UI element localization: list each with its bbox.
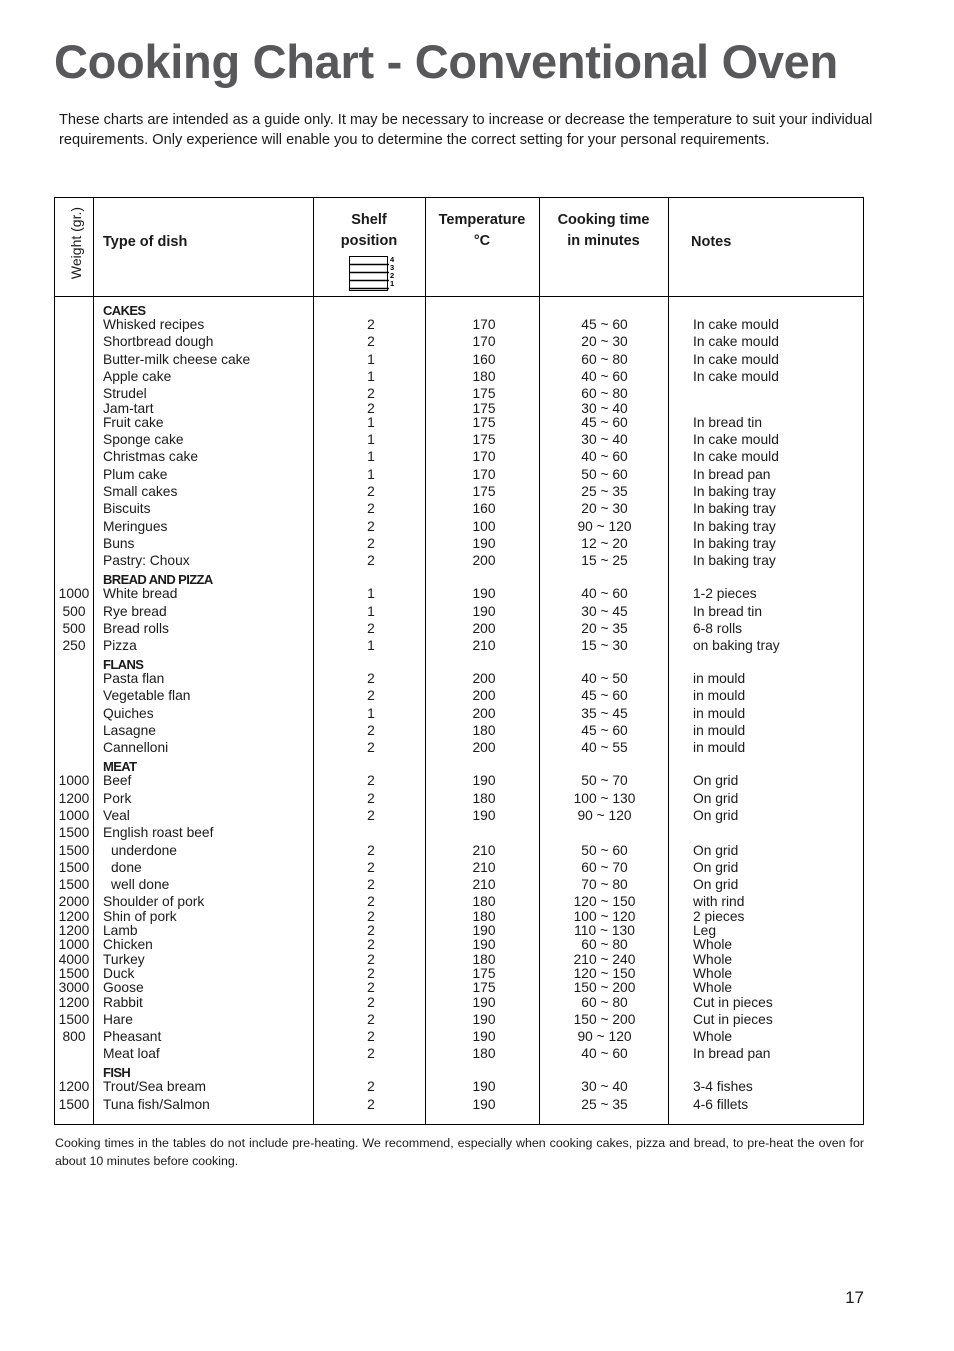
row-cooking-time: 60 ~ 80 <box>581 351 628 367</box>
row-shelf-position: 2 <box>367 790 375 806</box>
row-temperature: 170 <box>472 466 496 482</box>
row-weight: 2000 <box>58 894 90 910</box>
row-temperature: 190 <box>472 994 496 1010</box>
row-cooking-time: 15 ~ 30 <box>581 638 628 654</box>
row-temperature: 190 <box>472 807 496 823</box>
row-dish: Biscuits <box>103 501 151 517</box>
row-weight: 1000 <box>58 586 90 602</box>
row-dish: Butter-milk cheese cake <box>103 351 251 367</box>
row-cooking-time: 50 ~ 60 <box>581 842 628 858</box>
row-shelf-position: 2 <box>367 501 375 517</box>
row-cooking-time: 110 ~ 130 <box>574 923 635 938</box>
row-weight: 1200 <box>58 923 90 938</box>
row-cooking-time: 60 ~ 80 <box>581 937 628 953</box>
column-divider <box>93 198 94 1124</box>
row-cooking-time: 25 ~ 35 <box>581 484 628 499</box>
row-shelf-position: 1 <box>367 638 375 654</box>
row-shelf-position: 2 <box>367 535 375 551</box>
row-shelf-position: 2 <box>367 723 375 738</box>
row-cooking-time: 12 ~ 20 <box>581 535 628 551</box>
row-dish: Bread rolls <box>103 620 169 636</box>
row-shelf-position: 2 <box>367 951 375 967</box>
row-notes: Cut in pieces <box>693 1011 773 1027</box>
row-dish: done <box>111 859 142 875</box>
section-heading: BREAD AND PIZZA <box>103 572 213 588</box>
row-cooking-time: 45 ~ 60 <box>581 688 628 704</box>
row-notes: In baking tray <box>693 518 776 534</box>
row-notes: In baking tray <box>693 501 776 517</box>
header-temperature <box>425 210 539 252</box>
row-cooking-time: 100 ~ 130 <box>573 790 636 806</box>
row-dish: Beef <box>103 773 132 789</box>
row-temperature: 210 <box>472 638 496 654</box>
row-notes: In cake mould <box>693 449 779 465</box>
row-dish: Plum cake <box>103 466 168 482</box>
row-cooking-time: 60 ~ 80 <box>581 386 628 402</box>
shelf-level-3: 3 <box>390 263 395 272</box>
row-weight: 1500 <box>58 1096 90 1112</box>
row-notes: In cake mould <box>693 432 779 448</box>
row-dish: Whisked recipes <box>103 317 205 332</box>
row-cooking-time: 150 ~ 200 <box>573 1011 636 1027</box>
row-notes: Whole <box>693 951 733 967</box>
row-notes: Whole <box>693 980 733 996</box>
row-shelf-position: 2 <box>367 994 375 1010</box>
row-temperature: 180 <box>472 894 496 910</box>
row-dish: English roast beef <box>103 825 214 841</box>
row-cooking-time: 20 ~ 35 <box>581 620 628 636</box>
row-notes: Whole <box>693 965 733 981</box>
row-notes: In bread tin <box>693 603 763 619</box>
row-notes: 3-4 fishes <box>693 1079 753 1095</box>
row-temperature: 160 <box>472 351 496 367</box>
row-weight: 1500 <box>58 825 90 841</box>
row-dish: Jam-tart <box>103 400 154 416</box>
row-cooking-time: 25 ~ 35 <box>581 1096 628 1112</box>
shelf-level-4: 4 <box>390 256 395 264</box>
header-time-line2: in minutes <box>567 233 640 249</box>
row-dish: Strudel <box>103 386 147 402</box>
row-shelf-position: 1 <box>367 586 375 602</box>
intro-paragraph: These charts are intended as a guide only. It may be necessary to increase or decrease the temperature to suit your individual requirements. Only experience will enable you to determine the correct setting for your personal requirements. <box>59 112 873 148</box>
row-temperature: 175 <box>472 432 496 448</box>
row-temperature: 180 <box>472 790 496 806</box>
row-cooking-time: 40 ~ 55 <box>581 740 628 756</box>
row-notes: In baking tray <box>693 484 776 499</box>
row-temperature: 190 <box>472 535 496 551</box>
column-divider <box>313 198 314 1124</box>
row-temperature: 100 <box>472 518 496 534</box>
header-time-line1: Cooking time <box>557 212 650 228</box>
header-notes: Notes <box>691 234 732 250</box>
row-weight: 1200 <box>58 994 90 1010</box>
row-shelf-position: 1 <box>367 449 375 465</box>
row-dish: Buns <box>103 535 135 551</box>
row-cooking-time: 40 ~ 60 <box>581 449 628 465</box>
row-weight: 500 <box>62 620 86 636</box>
row-dish: Cannelloni <box>103 740 169 756</box>
header-temperature-line2: °C <box>473 233 491 249</box>
row-notes: In baking tray <box>693 553 776 569</box>
row-notes: On grid <box>693 859 739 875</box>
row-cooking-time: 40 ~ 60 <box>581 586 628 602</box>
row-notes: in mould <box>693 671 746 687</box>
row-weight: 1200 <box>58 790 90 806</box>
row-cooking-time: 90 ~ 120 <box>577 1029 632 1045</box>
row-temperature: 190 <box>472 603 496 619</box>
row-weight: 1500 <box>58 965 90 981</box>
row-cooking-time: 120 ~ 150 <box>573 894 636 910</box>
row-dish: Pizza <box>103 638 137 654</box>
section-heading: FLANS <box>103 657 144 673</box>
row-notes: On grid <box>693 773 739 789</box>
header-shelf <box>313 210 425 252</box>
row-cooking-time: 90 ~ 120 <box>577 807 632 823</box>
section-heading: CAKES <box>103 303 146 318</box>
row-temperature: 180 <box>472 908 496 924</box>
row-dish: Christmas cake <box>103 449 199 465</box>
row-dish: Duck <box>103 965 135 981</box>
row-shelf-position: 2 <box>367 807 375 823</box>
row-notes: 6-8 rolls <box>693 620 743 636</box>
row-weight: 500 <box>62 603 86 619</box>
row-shelf-position: 2 <box>367 894 375 910</box>
row-cooking-time: 15 ~ 25 <box>581 553 628 569</box>
row-notes: In baking tray <box>693 535 776 551</box>
row-weight: 1000 <box>58 937 90 953</box>
row-shelf-position: 2 <box>367 937 375 953</box>
row-shelf-position: 2 <box>367 620 375 636</box>
row-temperature: 175 <box>472 400 496 416</box>
row-dish: Small cakes <box>103 484 178 499</box>
row-weight: 1500 <box>58 877 90 893</box>
row-shelf-position: 2 <box>367 386 375 402</box>
row-cooking-time: 40 ~ 60 <box>581 1046 628 1062</box>
row-notes: on baking tray <box>693 638 780 654</box>
page-number: 17 <box>845 1288 864 1307</box>
row-dish: Vegetable flan <box>103 688 191 704</box>
row-temperature: 160 <box>472 501 496 517</box>
row-notes: On grid <box>693 807 739 823</box>
row-dish: Tuna fish/Salmon <box>103 1096 210 1112</box>
row-shelf-position: 1 <box>367 351 375 367</box>
row-dish: Veal <box>103 807 130 823</box>
row-temperature: 190 <box>472 773 496 789</box>
row-weight: 800 <box>62 1029 86 1045</box>
row-temperature: 200 <box>472 740 496 756</box>
row-dish: Quiches <box>103 705 154 721</box>
header-weight: Weight (gr.) <box>68 206 84 280</box>
row-temperature: 200 <box>472 705 496 721</box>
section-heading: MEAT <box>103 759 137 775</box>
row-shelf-position: 2 <box>367 1011 375 1027</box>
row-shelf-position: 2 <box>367 1029 375 1045</box>
row-notes: 1-2 pieces <box>693 586 757 602</box>
row-dish: White bread <box>103 586 178 602</box>
row-notes: in mould <box>693 723 746 738</box>
row-shelf-position: 2 <box>367 965 375 981</box>
shelf-level-2: 2 <box>390 271 395 280</box>
footnote: Cooking times in the tables do not include pre-heating. We recommend, especially when cooking cakes, pizza and bread, to pre-heat the oven for about 10 minutes before cooking. <box>55 1136 864 1168</box>
row-dish: Pork <box>103 790 132 806</box>
row-shelf-position: 2 <box>367 484 375 499</box>
row-dish: Lasagne <box>103 723 156 738</box>
row-shelf-position: 2 <box>367 671 375 687</box>
row-cooking-time: 60 ~ 80 <box>581 994 628 1010</box>
row-notes: 4-6 fillets <box>693 1096 749 1112</box>
row-shelf-position: 2 <box>367 688 375 704</box>
row-shelf-position: 2 <box>367 1096 375 1112</box>
row-shelf-position: 1 <box>367 705 375 721</box>
row-cooking-time: 210 ~ 240 <box>573 951 636 967</box>
row-temperature: 200 <box>472 553 496 569</box>
header-cooking-time <box>539 210 668 252</box>
cooking-chart-table <box>54 197 864 1125</box>
row-temperature: 175 <box>472 414 496 430</box>
row-weight: 4000 <box>58 951 90 967</box>
row-dish: Rye bread <box>103 603 167 619</box>
row-dish: Trout/Sea bream <box>103 1079 207 1095</box>
row-dish: Sponge cake <box>103 432 184 448</box>
row-dish: Shin of pork <box>103 908 177 924</box>
row-temperature: 210 <box>472 859 496 875</box>
row-temperature: 190 <box>472 937 496 953</box>
row-notes: in mould <box>693 688 746 704</box>
row-temperature: 190 <box>472 586 496 602</box>
row-weight: 1200 <box>58 908 90 924</box>
header-shelf-line1: Shelf <box>351 212 387 228</box>
row-temperature: 200 <box>472 620 496 636</box>
shelf-level-1: 1 <box>390 279 395 288</box>
header-dish: Type of dish <box>103 234 188 250</box>
row-weight: 3000 <box>58 980 90 996</box>
row-cooking-time: 60 ~ 70 <box>581 859 628 875</box>
row-dish: Hare <box>103 1011 133 1027</box>
row-temperature: 210 <box>472 842 496 858</box>
row-cooking-time: 100 ~ 120 <box>573 908 636 924</box>
row-cooking-time: 35 ~ 45 <box>581 705 628 721</box>
row-temperature: 200 <box>472 671 496 687</box>
row-temperature: 170 <box>472 334 496 350</box>
row-temperature: 200 <box>472 688 496 704</box>
row-notes: In cake mould <box>693 334 779 350</box>
row-cooking-time: 50 ~ 70 <box>581 773 628 789</box>
row-temperature: 175 <box>472 386 496 402</box>
row-shelf-position: 2 <box>367 877 375 893</box>
row-cooking-time: 150 ~ 200 <box>573 980 636 996</box>
row-cooking-time: 45 ~ 60 <box>581 414 628 430</box>
row-shelf-position: 2 <box>367 400 375 416</box>
row-temperature: 180 <box>472 723 496 738</box>
row-shelf-position: 2 <box>367 317 375 332</box>
row-cooking-time: 40 ~ 50 <box>581 671 628 687</box>
row-cooking-time: 120 ~ 150 <box>573 965 636 981</box>
row-notes: Whole <box>693 937 733 953</box>
row-cooking-time: 30 ~ 40 <box>581 400 628 416</box>
row-notes: with rind <box>693 894 745 910</box>
row-temperature: 180 <box>472 1046 496 1062</box>
row-shelf-position: 2 <box>367 842 375 858</box>
row-temperature: 190 <box>472 1029 496 1045</box>
row-dish: Pastry: Choux <box>103 553 190 569</box>
row-notes: In bread tin <box>693 414 763 430</box>
row-notes: In cake mould <box>693 368 779 384</box>
row-shelf-position: 2 <box>367 1046 375 1062</box>
row-temperature: 190 <box>472 1011 496 1027</box>
row-dish: Meringues <box>103 518 168 534</box>
row-temperature: 180 <box>472 368 496 384</box>
row-notes: In cake mould <box>693 351 779 367</box>
row-cooking-time: 45 ~ 60 <box>581 723 628 738</box>
row-dish: Fruit cake <box>103 414 164 430</box>
row-cooking-time: 40 ~ 60 <box>581 368 628 384</box>
row-dish: underdone <box>111 842 177 858</box>
row-shelf-position: 2 <box>367 859 375 875</box>
row-notes: 2 pieces <box>693 908 745 924</box>
row-shelf-position: 2 <box>367 553 375 569</box>
row-shelf-position: 2 <box>367 923 375 938</box>
row-notes: Leg <box>693 923 717 938</box>
row-temperature: 175 <box>472 965 496 981</box>
row-weight: 1000 <box>58 807 90 823</box>
row-dish: Goose <box>103 980 144 996</box>
row-weight: 1000 <box>58 773 90 789</box>
row-temperature: 175 <box>472 980 496 996</box>
row-shelf-position: 1 <box>367 432 375 448</box>
row-notes: in mould <box>693 705 746 721</box>
header-divider <box>55 296 863 297</box>
row-temperature: 190 <box>472 923 496 938</box>
section-heading: FISH <box>103 1065 131 1081</box>
row-notes: In cake mould <box>693 317 779 332</box>
row-notes: On grid <box>693 877 739 893</box>
row-temperature: 210 <box>472 877 496 893</box>
row-temperature: 190 <box>472 1096 496 1112</box>
row-dish: Apple cake <box>103 368 172 384</box>
row-dish: Turkey <box>103 951 145 967</box>
row-dish: Lamb <box>103 923 138 938</box>
row-temperature: 180 <box>472 951 496 967</box>
row-shelf-position: 2 <box>367 740 375 756</box>
row-weight: 1200 <box>58 1079 90 1095</box>
row-cooking-time: 90 ~ 120 <box>577 518 632 534</box>
row-shelf-position: 1 <box>367 603 375 619</box>
header-temperature-line1: Temperature <box>438 212 526 228</box>
row-cooking-time: 20 ~ 30 <box>581 334 628 350</box>
row-weight: 250 <box>62 638 86 654</box>
row-shelf-position: 2 <box>367 1079 375 1095</box>
row-cooking-time: 20 ~ 30 <box>581 501 628 517</box>
row-weight: 1500 <box>58 1011 90 1027</box>
row-dish: Meat loaf <box>103 1046 160 1062</box>
row-notes: In bread pan <box>693 466 771 482</box>
row-dish: Pheasant <box>103 1029 162 1045</box>
row-dish: well done <box>111 877 170 893</box>
row-cooking-time: 45 ~ 60 <box>581 317 628 332</box>
row-shelf-position: 2 <box>367 334 375 350</box>
row-weight: 1500 <box>58 842 90 858</box>
oven-shelf-icon <box>349 256 397 292</box>
row-notes: Whole <box>693 1029 733 1045</box>
row-shelf-position: 1 <box>367 466 375 482</box>
row-dish: Shoulder of pork <box>103 894 205 910</box>
page-title: Cooking Chart - Conventional Oven <box>54 35 838 88</box>
row-cooking-time: 30 ~ 40 <box>581 1079 628 1095</box>
row-shelf-position: 2 <box>367 518 375 534</box>
row-weight: 1500 <box>58 859 90 875</box>
row-notes: In bread pan <box>693 1046 771 1062</box>
row-dish: Shortbread dough <box>103 334 214 350</box>
row-notes: Cut in pieces <box>693 994 773 1010</box>
row-cooking-time: 70 ~ 80 <box>581 877 628 893</box>
row-notes: in mould <box>693 740 746 756</box>
row-shelf-position: 1 <box>367 368 375 384</box>
row-temperature: 190 <box>472 1079 496 1095</box>
row-dish: Chicken <box>103 937 153 953</box>
row-shelf-position: 2 <box>367 908 375 924</box>
row-temperature: 170 <box>472 449 496 465</box>
row-dish: Pasta flan <box>103 671 165 687</box>
row-notes: On grid <box>693 842 739 858</box>
row-temperature: 175 <box>472 484 496 499</box>
row-shelf-position: 2 <box>367 980 375 996</box>
row-shelf-position: 1 <box>367 414 375 430</box>
header-shelf-line2: position <box>340 233 398 249</box>
row-notes: On grid <box>693 790 739 806</box>
row-dish: Rabbit <box>103 994 143 1010</box>
row-cooking-time: 30 ~ 45 <box>581 603 628 619</box>
row-temperature: 170 <box>472 317 496 332</box>
row-cooking-time: 30 ~ 40 <box>581 432 628 448</box>
row-shelf-position: 2 <box>367 773 375 789</box>
row-cooking-time: 50 ~ 60 <box>581 466 628 482</box>
